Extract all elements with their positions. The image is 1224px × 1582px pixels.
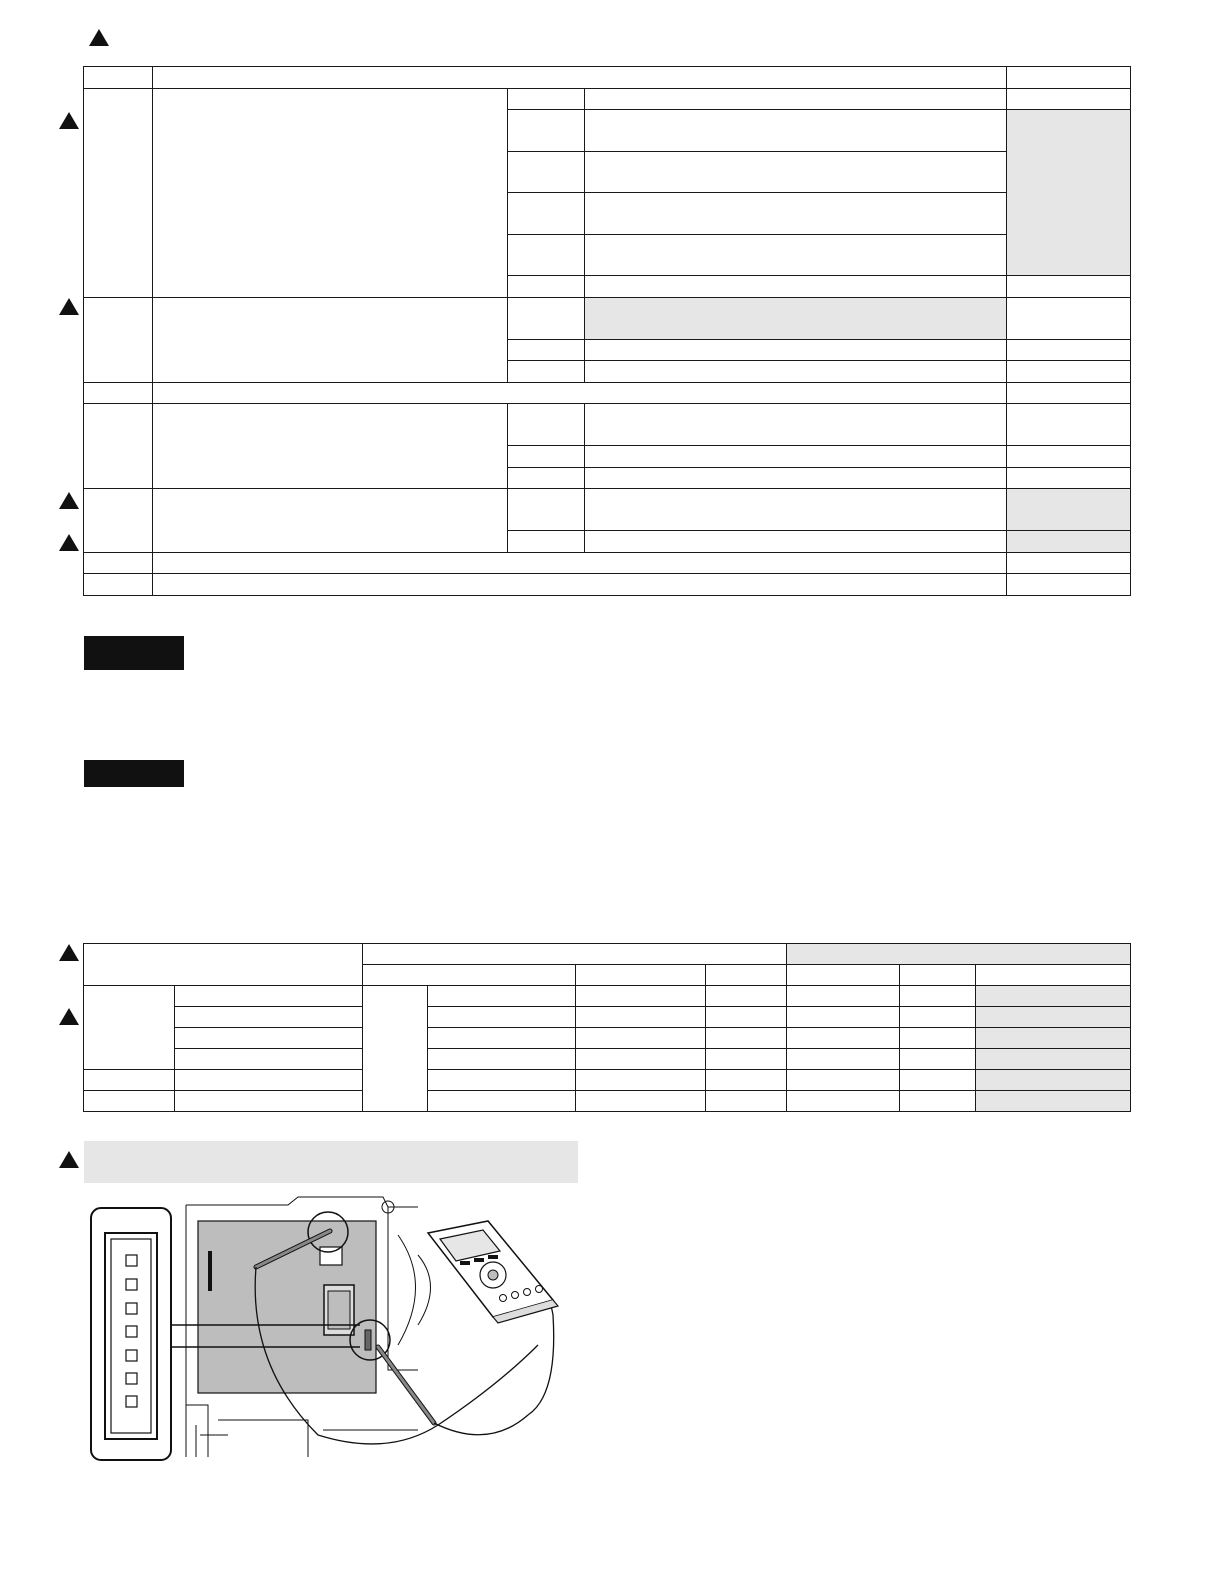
- table-cell: [175, 1070, 363, 1091]
- table-cell: [706, 1049, 787, 1070]
- table-cell: [787, 1007, 900, 1028]
- table-row: [84, 404, 1131, 446]
- table-cell: [84, 383, 153, 404]
- table-cell: [706, 986, 787, 1007]
- table-cell: [363, 944, 787, 965]
- table-cell: [84, 489, 153, 553]
- table-cell: [84, 574, 153, 596]
- table-cell: [787, 965, 900, 986]
- table-row: [84, 1070, 1131, 1091]
- table-cell: [585, 276, 1007, 298]
- revision-mark-icon: [59, 1151, 79, 1168]
- table-cell-shaded: [1007, 531, 1131, 553]
- table-cell: [508, 361, 585, 383]
- table-cell: [585, 340, 1007, 361]
- table-cell-shaded: [976, 1007, 1131, 1028]
- table-cell: [153, 67, 1007, 89]
- table-header-row: [84, 944, 1131, 965]
- connector-on-board: [365, 1330, 371, 1350]
- transformer-core: [328, 1291, 350, 1329]
- table-cell: [706, 1028, 787, 1049]
- table-row: [84, 574, 1131, 596]
- table-cell: [1007, 340, 1131, 361]
- table-cell: [84, 553, 153, 574]
- table-cell: [787, 1091, 900, 1112]
- table-cell-shaded: [976, 1049, 1131, 1070]
- table-cell: [1007, 553, 1131, 574]
- table-cell-shaded: [976, 1028, 1131, 1049]
- revision-mark-icon: [59, 112, 79, 129]
- table-cell: [585, 468, 1007, 489]
- table-cell: [585, 110, 1007, 152]
- table-cell: [585, 235, 1007, 276]
- table-cell: [787, 986, 900, 1007]
- table-cell: [1007, 276, 1131, 298]
- table-cell: [900, 965, 976, 986]
- table-row: [84, 1007, 1131, 1028]
- table-cell: [900, 1007, 976, 1028]
- table-cell: [84, 404, 153, 489]
- table-cell: [576, 1049, 706, 1070]
- table-cell: [508, 276, 585, 298]
- table-cell: [706, 1070, 787, 1091]
- table-cell: [508, 89, 585, 110]
- table-cell: [585, 489, 1007, 531]
- section-heading-box: [84, 1141, 578, 1183]
- connector-callout: [91, 1208, 171, 1460]
- table-cell: [84, 1070, 175, 1091]
- multimeter-icon: [428, 1221, 558, 1323]
- table-cell-shaded: [976, 1091, 1131, 1112]
- table-cell: [428, 1028, 576, 1049]
- table-cell: [900, 1049, 976, 1070]
- note-label-bar: [84, 636, 184, 670]
- measurement-illustration: [88, 1195, 588, 1465]
- table-row: [84, 986, 1131, 1007]
- revision-mark-icon: [59, 1008, 79, 1025]
- table-cell: [84, 67, 153, 89]
- table-cell: [1007, 298, 1131, 340]
- table-cell: [787, 1070, 900, 1091]
- table-cell: [585, 193, 1007, 235]
- table-cell: [508, 489, 585, 531]
- table-cell-shaded: [976, 986, 1131, 1007]
- caution-label-bar: [84, 760, 184, 787]
- table-cell: [1007, 383, 1131, 404]
- table-cell: [84, 986, 175, 1070]
- table-cell: [428, 986, 576, 1007]
- table-cell-shaded: [976, 1070, 1131, 1091]
- table-cell: [585, 361, 1007, 383]
- table-cell: [84, 1091, 175, 1112]
- table-cell-shaded: [1007, 110, 1131, 276]
- table-cell: [900, 986, 976, 1007]
- table-cell: [585, 89, 1007, 110]
- table-cell: [508, 110, 585, 152]
- table-cell: [508, 340, 585, 361]
- table-cell: [976, 965, 1131, 986]
- table-cell: [428, 1070, 576, 1091]
- table-cell: [576, 986, 706, 1007]
- table-cell: [508, 446, 585, 468]
- table-cell: [428, 1091, 576, 1112]
- table-cell: [175, 1007, 363, 1028]
- revision-mark-icon: [59, 534, 79, 551]
- table-cell: [153, 89, 508, 298]
- table-cell: [153, 489, 508, 553]
- table-row: [84, 553, 1131, 574]
- table-row: [84, 1091, 1131, 1112]
- table-cell: [175, 986, 363, 1007]
- table-cell-shaded: [1007, 489, 1131, 531]
- table-cell: [153, 574, 1007, 596]
- table-cell: [900, 1028, 976, 1049]
- table-cell: [706, 965, 787, 986]
- revision-mark-icon: [59, 492, 79, 509]
- table-cell: [585, 531, 1007, 553]
- table-cell: [153, 553, 1007, 574]
- table-row: [84, 1049, 1131, 1070]
- table-cell: [900, 1091, 976, 1112]
- table-cell: [576, 965, 706, 986]
- table-cell: [1007, 361, 1131, 383]
- table-cell: [1007, 404, 1131, 446]
- table-cell: [706, 1091, 787, 1112]
- table-cell: [363, 965, 576, 986]
- table-cell: [508, 298, 585, 340]
- table-cell: [585, 404, 1007, 446]
- revision-mark-icon: [59, 944, 79, 961]
- measurement-table: [83, 943, 1131, 1112]
- specification-table: [83, 66, 1131, 596]
- table-cell: [153, 298, 508, 383]
- table-row: [84, 489, 1131, 531]
- table-cell: [428, 1007, 576, 1028]
- table-cell: [175, 1028, 363, 1049]
- table-cell-shaded: [787, 944, 1131, 965]
- table-cell: [576, 1070, 706, 1091]
- table-cell: [508, 468, 585, 489]
- table-cell: [1007, 67, 1131, 89]
- table-cell: [585, 152, 1007, 193]
- table-cell: [508, 404, 585, 446]
- table-cell: [576, 1091, 706, 1112]
- table-cell: [84, 944, 363, 986]
- table-cell: [576, 1028, 706, 1049]
- table-cell: [1007, 468, 1131, 489]
- table-header-row: [84, 67, 1131, 89]
- table-cell: [153, 404, 508, 489]
- table-cell: [787, 1049, 900, 1070]
- table-cell-shaded: [585, 298, 1007, 340]
- table-cell: [576, 1007, 706, 1028]
- table-cell: [508, 193, 585, 235]
- board-trace: [208, 1251, 212, 1291]
- revision-mark-icon: [89, 29, 109, 46]
- table-cell: [508, 531, 585, 553]
- revision-mark-icon: [59, 298, 79, 315]
- table-cell: [1007, 446, 1131, 468]
- table-row: [84, 383, 1131, 404]
- table-cell: [84, 298, 153, 383]
- table-cell: [428, 1049, 576, 1070]
- table-cell: [706, 1007, 787, 1028]
- table-cell: [1007, 574, 1131, 596]
- table-row: [84, 298, 1131, 340]
- table-cell: [153, 383, 1007, 404]
- table-cell: [175, 1091, 363, 1112]
- test-lead-icon: [378, 1295, 554, 1435]
- table-cell: [84, 89, 153, 298]
- table-cell: [1007, 89, 1131, 110]
- table-cell: [508, 152, 585, 193]
- table-cell: [900, 1070, 976, 1091]
- table-cell: [363, 986, 428, 1112]
- table-cell: [585, 446, 1007, 468]
- table-row: [84, 1028, 1131, 1049]
- table-cell: [175, 1049, 363, 1070]
- table-cell: [787, 1028, 900, 1049]
- table-row: [84, 89, 1131, 110]
- table-cell: [508, 235, 585, 276]
